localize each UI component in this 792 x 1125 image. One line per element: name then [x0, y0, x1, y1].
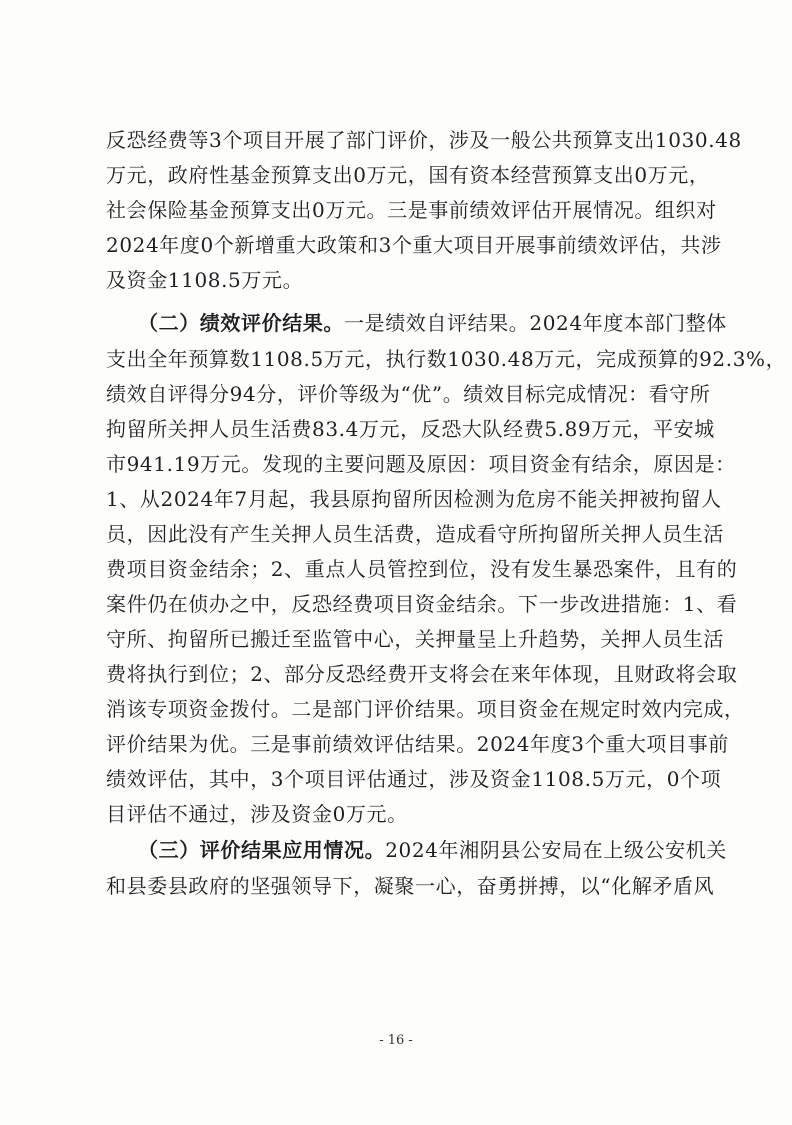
- body-line: 员，因此没有产生关押人员生活费，造成看守所拘留所关押人员生活: [106, 522, 724, 546]
- body-line: 目评估不通过，涉及资金0万元。: [106, 802, 408, 826]
- body-line: 万元，政府性基金预算支出0万元，国有资本经营预算支出0万元，: [106, 163, 710, 187]
- section-heading-line: [138, 309, 726, 337]
- body-line: 费将执行到位；2、部分反恐经费开支将会在来年体现，且财政将会取: [106, 662, 738, 686]
- section-heading-line: [138, 836, 726, 864]
- body-line: 评价结果为优。三是事前绩效评估结果。2024年度3个重大项目事前: [106, 732, 729, 756]
- body-line: 反恐经费等3个项目开展了部门评价，涉及一般公共预算支出1030.48: [106, 128, 742, 152]
- body-line: 支出全年预算数1108.5万元，执行数1030.48万元，完成预算的92.3%，: [106, 347, 787, 371]
- body-text: 一是绩效自评结果。2024年度本部门整体: [344, 311, 727, 335]
- body-line: 和县委县政府的坚强领导下，凝聚一心，奋勇拼搏，以“化解矛盾风: [106, 874, 715, 898]
- section-heading: （三）评价结果应用情况。: [138, 838, 386, 862]
- body-line: 守所、拘留所已搬迁至监管中心，关押量呈上升趋势，关押人员生活: [106, 627, 724, 651]
- body-line: 市941.19万元。发现的主要问题及原因：项目资金有结余，原因是：: [106, 452, 736, 476]
- body-line: 绩效自评得分94分，评价等级为“优”。绩效目标完成情况：看守所: [106, 382, 711, 406]
- section-heading: （二）绩效评价结果。: [138, 311, 344, 335]
- body-line: 2024年度0个新增重大政策和3个重大项目开展事前绩效评估，共涉: [106, 233, 722, 257]
- body-line: 及资金1108.5万元。: [106, 268, 304, 292]
- body-line: 拘留所关押人员生活费83.4万元，反恐大队经费5.89万元，平安城: [106, 417, 715, 441]
- body-line: 1、从2024年7月起，我县原拘留所因检测为危房不能关押被拘留人: [106, 487, 722, 511]
- body-line: 费项目资金结余；2、重点人员管控到位，没有发生暴恐案件，且有的: [106, 557, 738, 581]
- body-line: 案件仍在侦办之中，反恐经费项目资金结余。下一步改进措施：1、看: [106, 592, 738, 616]
- body-line: 绩效评估，其中，3个项目评估通过，涉及资金1108.5万元，0个项: [106, 767, 722, 791]
- page-number: - 16 -: [379, 1033, 413, 1048]
- body-line: 消该专项资金拨付。二是部门评价结果。项目资金在规定时效内完成，: [106, 697, 745, 721]
- body-line: 社会保险基金预算支出0万元。三是事前绩效评估开展情况。组织对: [106, 198, 717, 222]
- body-text: 2024年湘阴县公安局在上级公安机关: [385, 838, 727, 862]
